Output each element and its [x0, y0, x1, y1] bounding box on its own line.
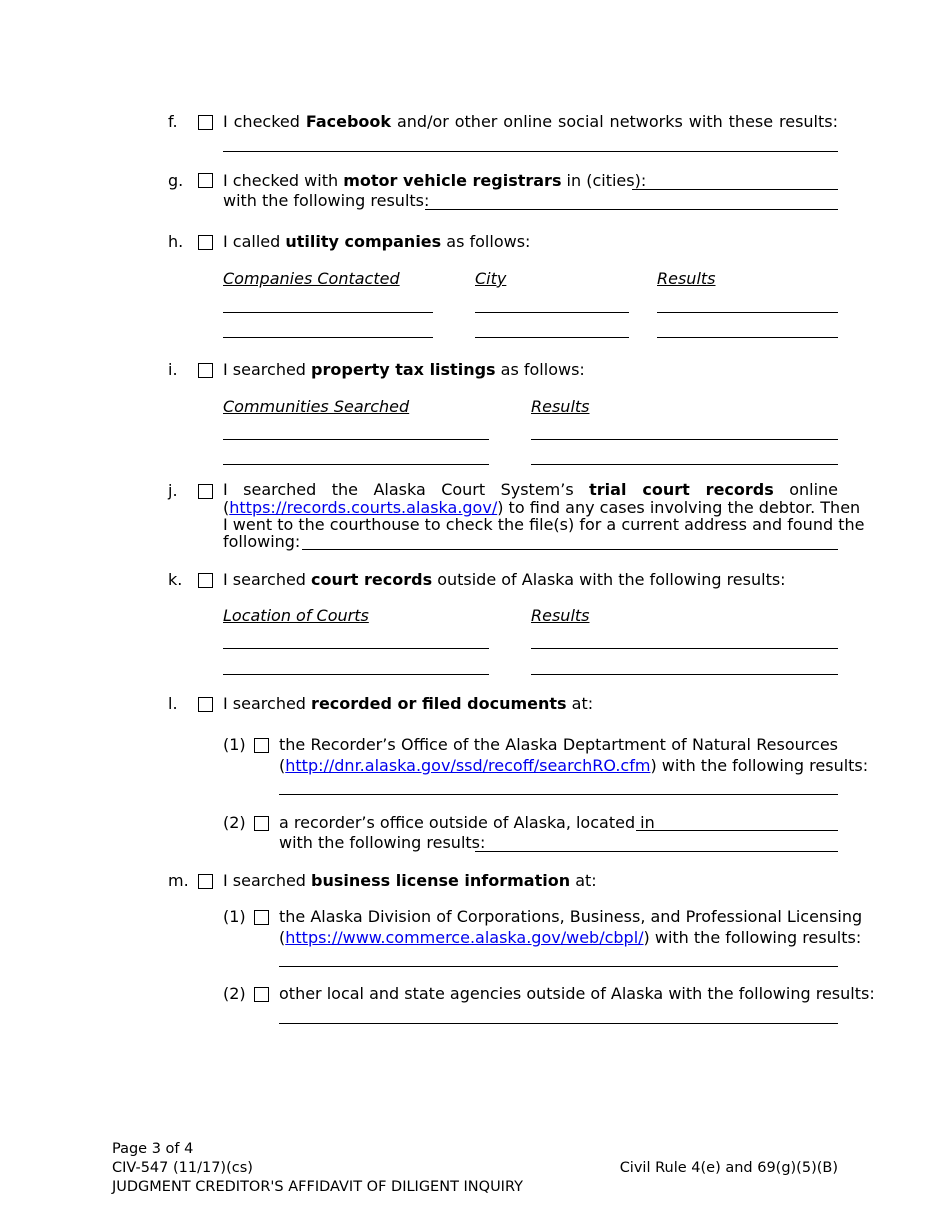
- item-h-line[interactable]: [223, 337, 433, 338]
- item-m-sub2-answer-line[interactable]: [279, 1023, 838, 1024]
- item-l-label: l.: [168, 694, 178, 713]
- item-l-sub2-location-line[interactable]: [636, 830, 838, 831]
- item-f-text: I checked Facebook and/or other online social networks with these results:: [223, 112, 839, 131]
- item-m-sub1-line2: (https://www.commerce.alaska.gov/web/cbpl/) with the following results:: [279, 928, 862, 947]
- item-j-line1: I searched the Alaska Court System’s trial court records online: [223, 480, 839, 499]
- item-l-sub1-number: (1): [223, 735, 246, 754]
- item-l-sub2-checkbox[interactable]: [254, 816, 269, 831]
- item-i-line[interactable]: [223, 464, 489, 465]
- item-l-sub1-text: the Recorder’s Office of the Alaska Deptartment of Natural Resources: [279, 735, 838, 754]
- item-k-line[interactable]: [223, 674, 489, 675]
- item-j-answer-line[interactable]: [302, 549, 838, 550]
- item-h-line[interactable]: [657, 312, 838, 313]
- item-k-text: I searched court records outside of Alaska with the following results:: [223, 570, 786, 589]
- item-m-sub1-checkbox[interactable]: [254, 910, 269, 925]
- item-h-col-companies: Companies Contacted: [223, 269, 400, 288]
- item-i-col-communities: Communities Searched: [223, 397, 410, 416]
- item-h-col-results: Results: [657, 269, 716, 288]
- item-h-line[interactable]: [475, 312, 629, 313]
- item-l-sub2-line2: with the following results:: [279, 833, 486, 852]
- item-i-line[interactable]: [531, 464, 838, 465]
- footer-form-title: JUDGMENT CREDITOR'S AFFIDAVIT OF DILIGENT INQUIRY: [112, 1179, 523, 1195]
- item-k-label: k.: [168, 570, 183, 589]
- item-m-checkbox[interactable]: [198, 874, 213, 889]
- item-h-label: h.: [168, 232, 184, 251]
- item-m-sub2-checkbox[interactable]: [254, 987, 269, 1002]
- item-m-sub1-answer-line[interactable]: [279, 966, 838, 967]
- item-i-text: I searched property tax listings as follows:: [223, 360, 585, 379]
- item-m-sub2-text: other local and state agencies outside of Alaska with the following results:: [279, 984, 875, 1003]
- item-j-checkbox[interactable]: [198, 484, 213, 499]
- item-k-col-results: Results: [531, 606, 590, 625]
- recorders-office-link[interactable]: http://dnr.alaska.gov/ssd/recoff/searchRO.cfm: [285, 756, 651, 775]
- item-i-checkbox[interactable]: [198, 363, 213, 378]
- item-g-cities-line[interactable]: [632, 189, 838, 190]
- item-i-line[interactable]: [531, 439, 838, 440]
- item-k-line[interactable]: [223, 648, 489, 649]
- item-i-col-results: Results: [531, 397, 590, 416]
- item-l-checkbox[interactable]: [198, 697, 213, 712]
- footer-page-number: Page 3 of 4: [112, 1141, 194, 1157]
- item-m-text: I searched business license information at:: [223, 871, 597, 890]
- item-h-checkbox[interactable]: [198, 235, 213, 250]
- item-f-label: f.: [168, 112, 178, 131]
- item-j-line3: I went to the courthouse to check the file(s) for a current address and found the: [223, 515, 865, 534]
- item-f-answer-line[interactable]: [223, 151, 838, 152]
- item-l-sub2-text: a recorder’s office outside of Alaska, located in: [279, 813, 655, 832]
- item-g-results-line[interactable]: [425, 209, 838, 210]
- trial-court-records-link[interactable]: https://records.courts.alaska.gov/: [229, 498, 498, 517]
- item-m-sub1-number: (1): [223, 907, 246, 926]
- item-l-sub1-line2: (http://dnr.alaska.gov/ssd/recoff/searchRO.cfm) with the following results:: [279, 756, 869, 775]
- item-h-col-city: City: [475, 269, 507, 288]
- item-l-sub2-results-line[interactable]: [475, 851, 838, 852]
- item-g-checkbox[interactable]: [198, 173, 213, 188]
- item-k-col-location: Location of Courts: [223, 606, 369, 625]
- item-m-sub1-text: the Alaska Division of Corporations, Business, and Professional Licensing: [279, 907, 863, 926]
- item-k-checkbox[interactable]: [198, 573, 213, 588]
- item-l-sub1-checkbox[interactable]: [254, 738, 269, 753]
- item-h-line[interactable]: [223, 312, 433, 313]
- item-j-line2: (https://records.courts.alaska.gov/) to find any cases involving the debtor. Then: [223, 498, 861, 517]
- item-l-sub2-number: (2): [223, 813, 246, 832]
- item-m-sub2-number: (2): [223, 984, 246, 1003]
- item-l-sub1-answer-line[interactable]: [279, 794, 838, 795]
- footer-form-code: CIV-547 (11/17)(cs): [112, 1160, 253, 1176]
- item-f-checkbox[interactable]: [198, 115, 213, 130]
- item-g-text: I checked with motor vehicle registrars in (cities):: [223, 171, 647, 190]
- item-h-line[interactable]: [475, 337, 629, 338]
- footer-civil-rule: Civil Rule 4(e) and 69(g)(5)(B): [619, 1160, 838, 1176]
- item-i-line[interactable]: [223, 439, 489, 440]
- item-g-line2: with the following results:: [223, 191, 430, 210]
- item-k-line[interactable]: [531, 674, 838, 675]
- cbpl-link[interactable]: https://www.commerce.alaska.gov/web/cbpl/: [285, 928, 644, 947]
- item-l-text: I searched recorded or filed documents at:: [223, 694, 594, 713]
- item-j-line4: following:: [223, 532, 301, 551]
- item-i-label: i.: [168, 360, 178, 379]
- item-h-line[interactable]: [657, 337, 838, 338]
- item-m-label: m.: [168, 871, 189, 890]
- item-h-text: I called utility companies as follows:: [223, 232, 531, 251]
- item-j-label: j.: [168, 481, 178, 500]
- item-k-line[interactable]: [531, 648, 838, 649]
- item-g-label: g.: [168, 171, 184, 190]
